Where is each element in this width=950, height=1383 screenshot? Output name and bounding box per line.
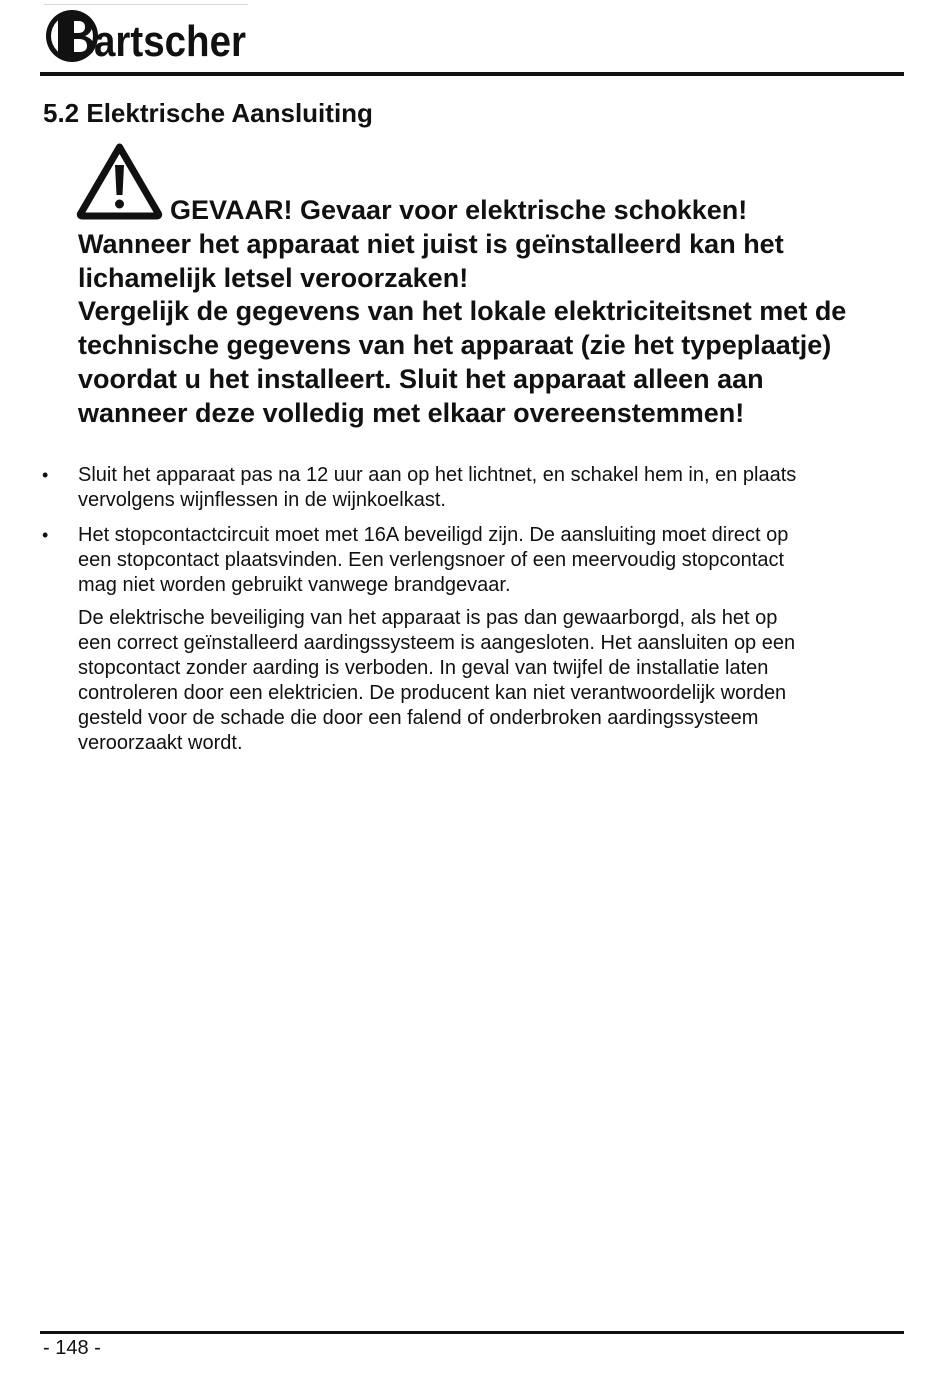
list-item-line: Sluit het apparaat pas na 12 uur aan op het lichtnet, en schakel hem in, en plaats <box>78 464 797 486</box>
warning-line: Vergelijk de gegevens van het lokale elektriciteitsnet met de <box>78 296 847 327</box>
paragraph-line: veroorzaakt wordt. <box>78 732 243 754</box>
svg-text:artscher: artscher <box>94 17 246 66</box>
instruction-list <box>40 463 900 608</box>
danger-warning <box>78 194 928 431</box>
section-title: 5.2 Elektrische Aansluiting <box>43 98 373 128</box>
bartscher-logo <box>44 6 250 66</box>
list-item <box>40 523 900 598</box>
bullet-marker: • <box>42 465 49 485</box>
header-rule <box>40 72 904 76</box>
warning-line: technische gegevens van het apparaat (zie het typeplaatje) <box>78 330 832 361</box>
warning-line: Wanneer het apparaat niet juist is geïnstalleerd kan het <box>78 228 784 259</box>
paragraph-line: De elektrische beveiliging van het apparaat is pas dan gewaarborgd, als het op <box>78 607 778 629</box>
list-item-line: vervolgens wijnflessen in de wijnkoelkast. <box>78 489 446 511</box>
paragraph-line: controleren door een elektricien. De producent kan niet verantwoordelijk worden <box>78 682 787 704</box>
bullet-marker: • <box>42 525 49 545</box>
list-item-line: een stopcontact plaatsvinden. Een verlengsnoer of een meervoudig stopcontact <box>78 549 785 571</box>
logo-top-line <box>44 4 248 5</box>
grounding-paragraph <box>78 606 938 756</box>
warning-line: voordat u het installeert. Sluit het apparaat alleen aan <box>78 363 764 394</box>
list-item <box>40 463 900 513</box>
paragraph-line: stopcontact zonder aarding is verboden. In geval van twijfel de installatie laten <box>78 657 769 679</box>
page-header <box>40 0 904 76</box>
paragraph-line: een correct geïnstalleerd aardingssysteem is aangesloten. Het aansluiten op een <box>78 632 796 654</box>
list-item-line: mag niet worden gebruikt vanwege brandgevaar. <box>78 574 511 596</box>
warning-line: lichamelijk letsel veroorzaken! <box>78 262 469 293</box>
warning-line: GEVAAR! Gevaar voor elektrische schokken! <box>170 195 748 225</box>
page-number: - 148 - <box>43 1337 101 1359</box>
list-item-line: Het stopcontactcircuit moet met 16A beveiligd zijn. De aansluiting moet direct op <box>78 524 789 546</box>
footer-rule <box>40 1331 904 1334</box>
paragraph-line: gesteld voor de schade die door een falend of onderbroken aardingssysteem <box>78 707 759 729</box>
warning-line: wanneer deze volledig met elkaar overeenstemmen! <box>78 397 745 428</box>
